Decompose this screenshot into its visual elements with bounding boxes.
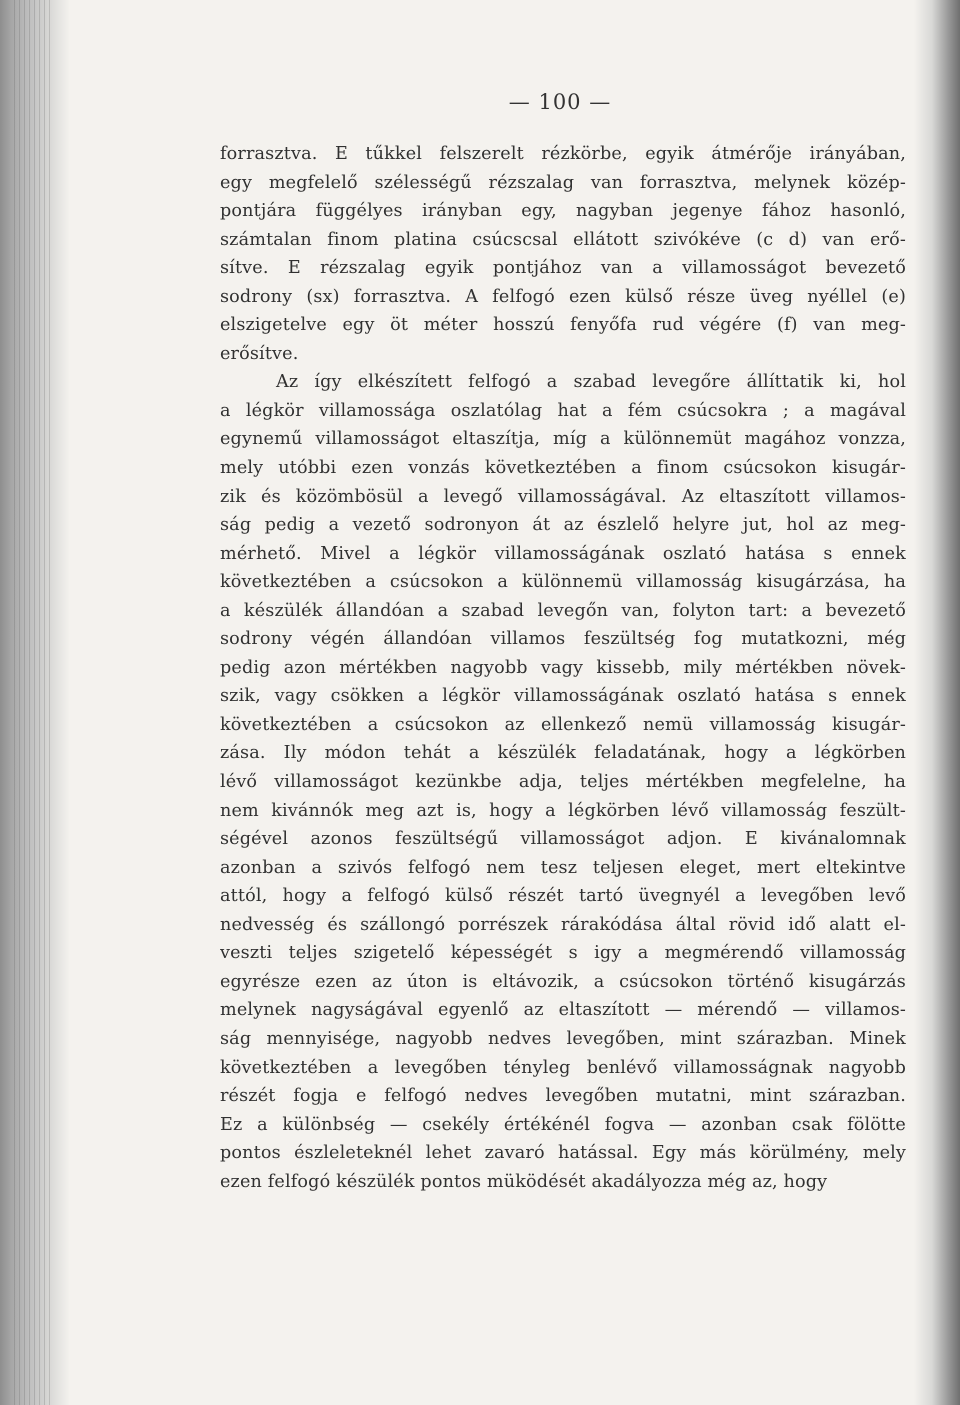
text-line: pedig azon mértékben nagyobb vagy kissebb, mily mértékben növek- — [220, 657, 906, 678]
text-line: Ez a különbség — csekély értékénél fogva — azonban csak fölötte — [220, 1114, 906, 1135]
text-line: következtében a csúcsokon az ellenkező nemü villamosság kisugár- — [220, 714, 906, 735]
text-line: elszigetelve egy öt méter hosszú fenyőfa rud végére (f) van meg- — [220, 315, 906, 336]
text-line: zása. Ily módon tehát a készülék feladatának, hogy a légkörben — [220, 743, 906, 764]
text-line: egynemű villamosságot eltaszítja, míg a különnemüt magához vonzza, — [220, 429, 906, 450]
text-line: szik, vagy csökken a légkör villamosságának oszlató hatása s ennek — [220, 686, 906, 707]
text-line: mely utóbbi ezen vonzás következtében a finom csúcsokon kisugár- — [220, 458, 906, 479]
text-line: egyrésze ezen az úton is eltávozik, a csúcsokon történő kisugárzás — [220, 971, 906, 992]
text-line: melynek nagyságával egyenlő az eltaszított — mérendő — villamos- — [220, 1000, 906, 1021]
text-line: következtében a csúcsokon a különnemü villamosság kisugárzása, ha — [220, 572, 906, 593]
text-line: a készülék állandóan a szabad levegőn van, folyton tart: a bevezető — [220, 600, 906, 621]
text-line: sodrony (sx) forrasztva. A felfogó ezen külső része üveg nyéllel (e) — [220, 286, 906, 307]
text-line: azonban a szivós felfogó nem tesz teljesen eleget, mert eltekintve — [220, 857, 906, 878]
text-line: nem kivánnók meg azt is, hogy a légkörben lévő villamosság feszült- — [220, 800, 906, 821]
body-text — [220, 140, 906, 1196]
text-line: Az így elkészített felfogó a szabad levegőre állíttatik ki, hol — [276, 372, 906, 393]
text-line: egy megfelelő szélességű rézszalag van forrasztva, melynek közép- — [220, 172, 906, 193]
text-line: lévő villamosságot kezünkbe adja, teljes mértékben megfelelne, ha — [220, 772, 906, 793]
text-line: ság pedig a vezető sodronyon át az észlelő helyre jut, hol az meg- — [220, 515, 906, 536]
text-line: pontjára függélyes irányban egy, nagyban jegenye fához hasonló, — [220, 201, 906, 222]
text-line: számtalan finom platina csúcscsal ellátott szivókéve (c d) van erő- — [220, 229, 906, 250]
text-line: ezen felfogó készülék pontos müködését akadályozza még az, hogy — [220, 1171, 828, 1192]
text-line: nedvesség és szállongó porrészek rárakódása által rövid idő alatt el- — [220, 914, 906, 935]
paragraph — [220, 368, 906, 1196]
text-line: sítve. E rézszalag egyik pontjához van a villamosságot bevezető — [220, 258, 906, 279]
text-line: a légkör villamossága oszlatólag hat a fém csúcsokra ; a magával — [220, 400, 906, 421]
text-line: attól, hogy a felfogó külső részét tartó üvegnyél a levegőben levő — [220, 886, 906, 907]
paragraph — [220, 140, 906, 368]
text-line: ság mennyisége, nagyobb nedves levegőben, mint szárazban. Minek — [220, 1028, 906, 1049]
text-line: részét fogja e felfogó nedves levegőben mutatni, mint szárazban. — [220, 1086, 906, 1107]
text-line: sodrony végén állandóan villamos feszültség fog mutatkozni, még — [220, 629, 906, 650]
text-line: erősítve. — [220, 343, 299, 364]
text-line: mérhető. Mivel a légkör villamosságának oszlató hatása s ennek — [220, 543, 906, 564]
text-line: ségével azonos feszültségű villamosságot adjon. E kivánalomnak — [220, 829, 906, 850]
binding-texture — [14, 0, 54, 1405]
page-edge-shadow — [914, 0, 960, 1405]
page-number: — 100 — — [508, 90, 612, 114]
text-line: forrasztva. E tűkkel felszerelt rézkörbe, egyik átmérője irányában, — [220, 144, 906, 164]
text-line: zik és közömbösül a levegő villamosságával. Az eltaszított villamos- — [220, 486, 906, 507]
text-line: veszti teljes szigetelő képességét s igy a megmérendő villamosság — [220, 943, 906, 964]
text-line: következtében a levegőben tényleg benlévő villamosságnak nagyobb — [220, 1057, 906, 1078]
text-line: pontos észleleteknél lehet zavaró hatással. Egy más körülmény, mely — [220, 1143, 906, 1164]
